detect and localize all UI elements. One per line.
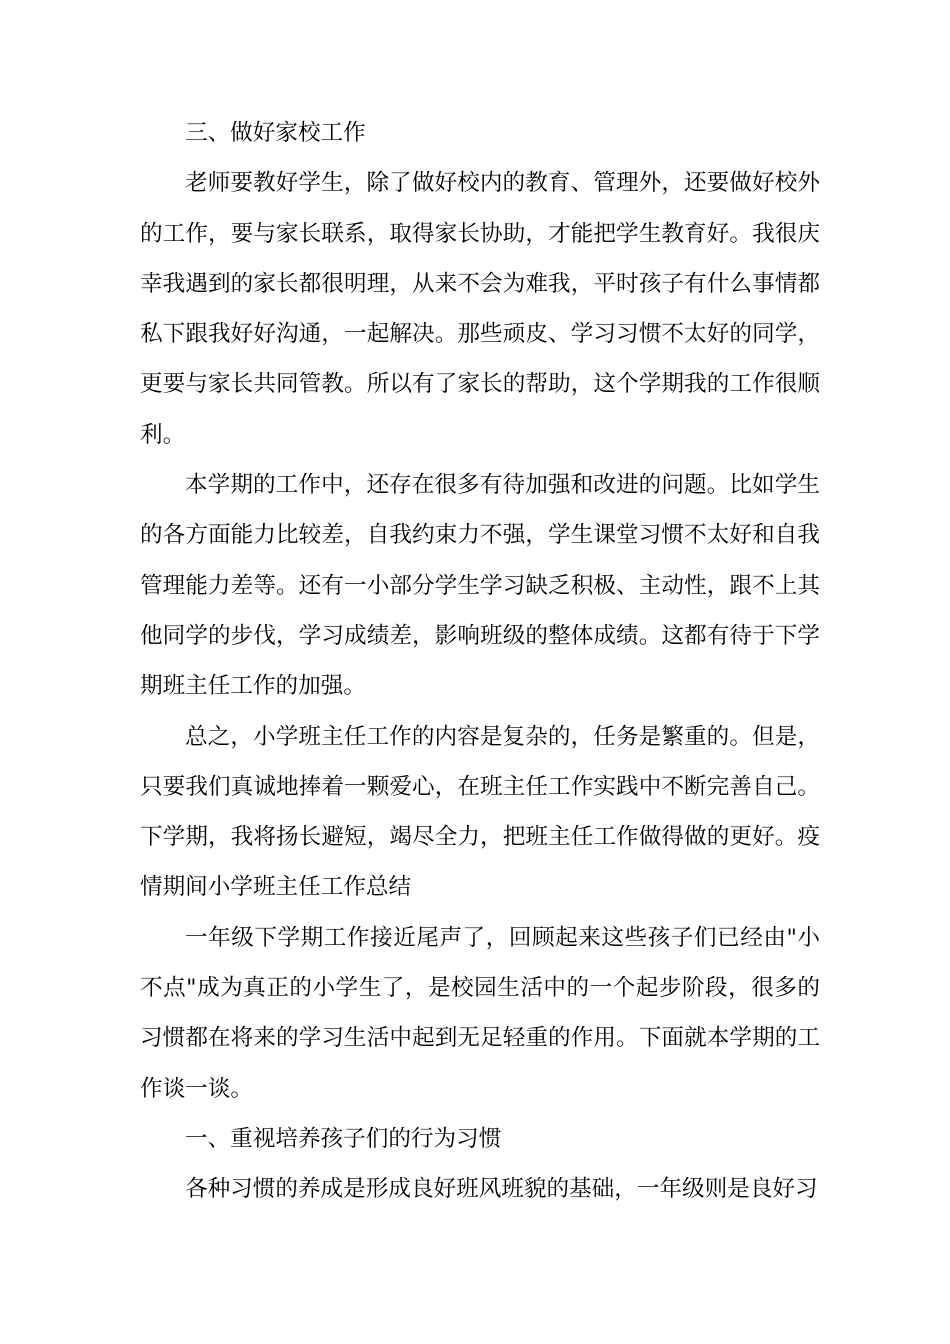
paragraph-habits: 各种习惯的养成是形成良好班风班貌的基础，一年级则是良好习: [185, 1176, 818, 1203]
section-heading-behavior-habits: 一、重视培养孩子们的行为习惯: [185, 1125, 502, 1152]
paragraph-summary: 总之，小学班主任工作的内容是复杂的，任务是繁重的。但是，只要我们真诚地捧着一颗爱心，在班主任工作实践中不断完善自己。下学期，我将扬长避短，竭尽全力，把班主任工作做得做的更好。疫情期间小学班主任工作总结: [140, 723, 820, 901]
section-heading-home-school: 三、做好家校工作: [185, 120, 366, 146]
document-body: [140, 108, 820, 1215]
paragraph-remaining-problems: 本学期的工作中，还存在很多有待加强和改进的问题。比如学生的各方面能力比较差，自我约束力不强，学生课堂习惯不太好和自我管理能力差等。还有一小部分学生学习缺乏积极、主动性，跟不上其他同学的步伐，学习成绩差，影响班级的整体成绩。这都有待于下学期班主任工作的加强。: [140, 472, 820, 700]
paragraph-home-school-work: 老师要教好学生，除了做好校内的教育、管理外，还要做好校外的工作，要与家长联系，取得家长协助，才能把学生教育好。我很庆幸我遇到的家长都很明理，从来不会为难我，平时孩子有什么事情都私下跟我好好沟通，一起解决。那些顽皮、学习习惯不太好的同学，更要与家长共同管教。所以有了家长的帮助，这个学期我的工作很顺利。: [140, 170, 820, 448]
paragraph-grade-one-intro: 一年级下学期工作接近尾声了，回顾起来这些孩子们已经由"小不点"成为真正的小学生了，是校园生活中的一个起步阶段，很多的习惯都在将来的学习生活中起到无足轻重的作用。下面就本学期的工作谈一谈。: [140, 924, 820, 1102]
